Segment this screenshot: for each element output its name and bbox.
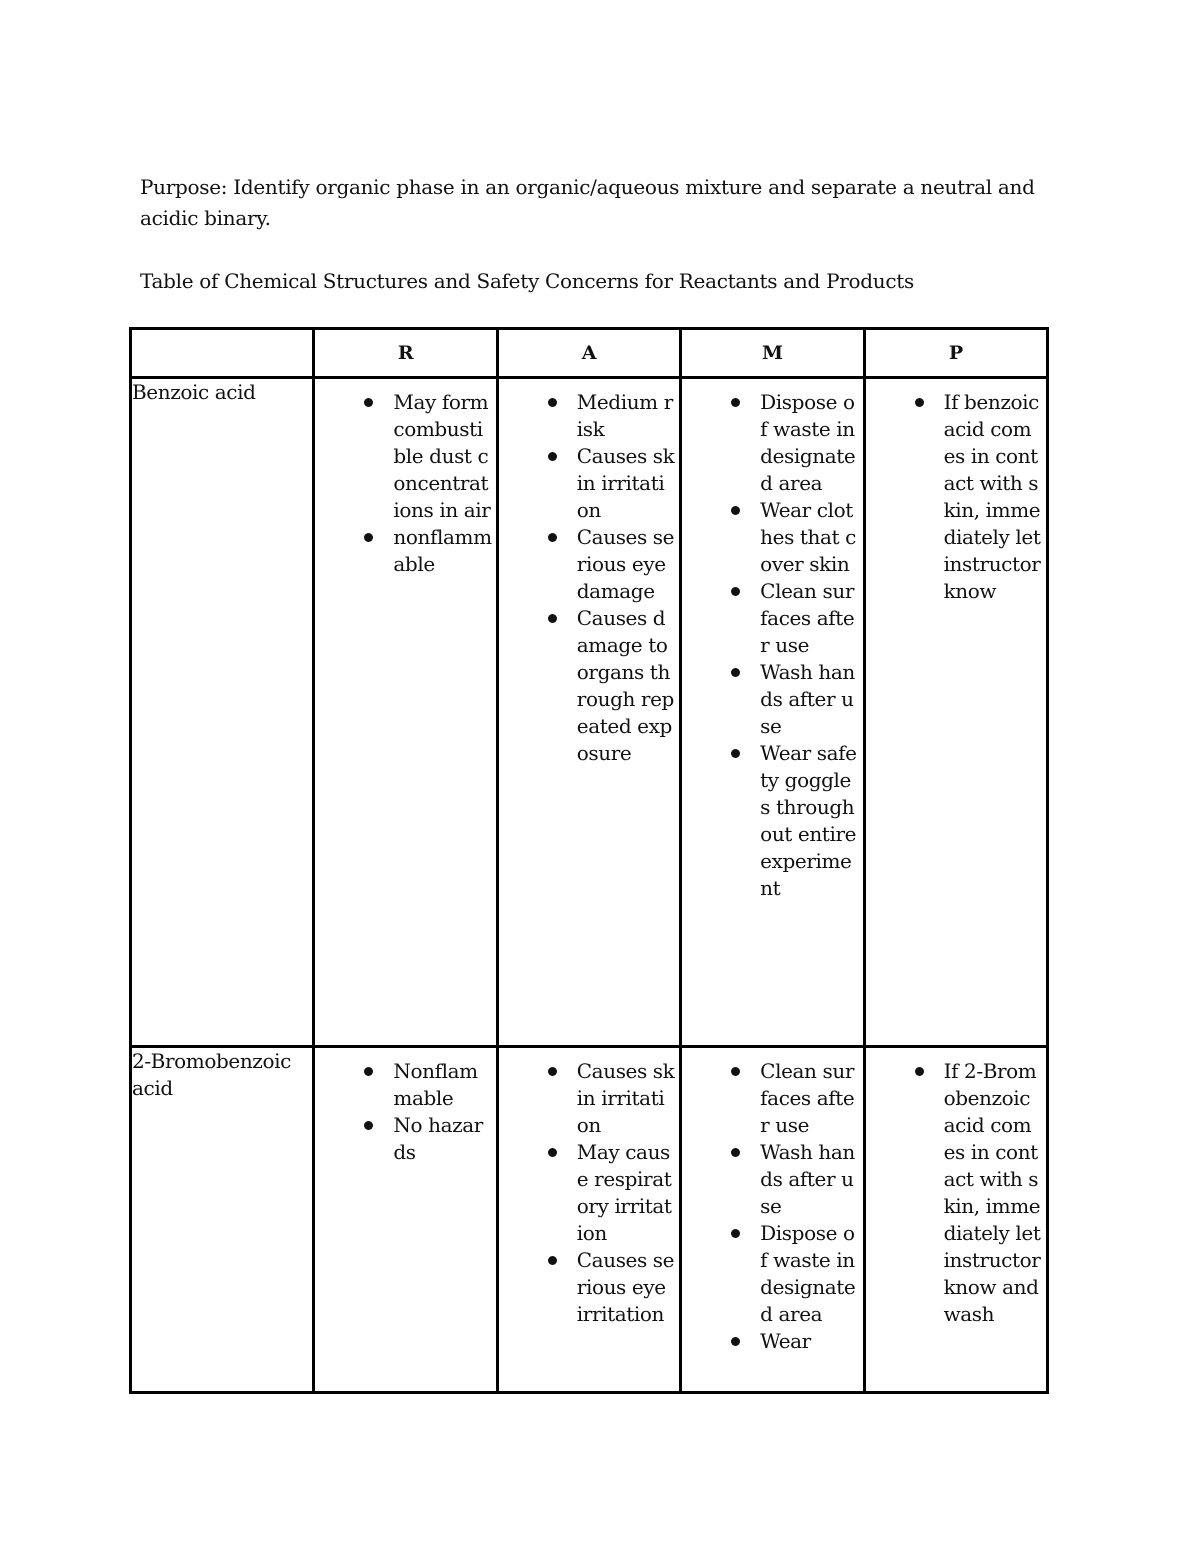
header-p: P <box>864 329 1047 378</box>
header-r: R <box>314 329 497 378</box>
header-a: A <box>497 329 680 378</box>
bullet-item: Causes damage to organs through repeated exposure <box>576 606 674 765</box>
bullet-item: May cause respiratory irritation <box>577 1139 675 1247</box>
table-row <box>131 378 1048 1047</box>
bullet-item: Medium risk <box>577 389 675 443</box>
bullet-item: Wear clothes that cover skin <box>760 497 858 578</box>
a-cell <box>497 1047 680 1393</box>
bullet-item: Dispose of waste in designated area <box>760 389 858 497</box>
chemical-name: Benzoic acid <box>131 378 314 1047</box>
bullet-list <box>682 389 862 902</box>
bullet-item: Causes serious eye damage <box>576 525 675 603</box>
bullet-item: Wear <box>760 1328 858 1355</box>
bullet-list <box>315 389 495 578</box>
p-cell <box>864 378 1047 1047</box>
bullet-list <box>499 1058 679 1328</box>
ramp-safety-table <box>129 327 1049 1394</box>
chemical-name: 2-Bromobenzoic acid <box>131 1047 314 1393</box>
bullet-list <box>866 389 1046 605</box>
m-cell <box>681 1047 864 1393</box>
bullet-item: If 2-Bromobenzoic acid comes in contact with skin, immediately let instructor know and wash <box>943 1059 1041 1326</box>
p-cell <box>864 1047 1047 1393</box>
bullet-item: No hazards <box>393 1112 491 1166</box>
purpose-text: Purpose: Identify organic phase in an organic/aqueous mixture and separate a neutral and acidic binary. <box>140 175 1035 230</box>
bullet-item: nonflammable <box>393 525 492 576</box>
bullet-list <box>682 1058 862 1355</box>
table-row <box>131 1047 1048 1393</box>
bullet-item: Wear safety goggles throughout entire experiment <box>760 741 857 900</box>
bullet-item: Dispose of waste in designated area <box>760 1220 858 1328</box>
bullet-item: If benzoic acid comes in contact with skin, immediately let instructor know <box>943 390 1041 603</box>
header-chemical <box>131 329 314 378</box>
header-m: M <box>681 329 864 378</box>
bullet-item: Clean surfaces after use <box>760 578 858 659</box>
table-title: Table of Chemical Structures and Safety Concerns for Reactants and Products <box>140 269 914 293</box>
a-cell <box>497 378 680 1047</box>
bullet-item: Causes serious eye irritation <box>576 1248 675 1326</box>
bullet-item: May form combustible dust concentrations in air <box>393 390 491 522</box>
bullet-list <box>866 1058 1046 1328</box>
table-header-row <box>131 329 1048 378</box>
bullet-item: Clean surfaces after use <box>760 1058 858 1139</box>
m-cell <box>681 378 864 1047</box>
r-cell <box>314 378 497 1047</box>
bullet-item: Wash hands after use <box>760 1139 858 1220</box>
bullet-item: Causes skin irritation <box>576 444 675 522</box>
bullet-list <box>315 1058 495 1166</box>
bullet-item: Causes skin irritation <box>576 1059 675 1137</box>
r-cell <box>314 1047 497 1393</box>
bullet-item: Nonflammable <box>393 1058 491 1112</box>
bullet-list <box>499 389 679 767</box>
bullet-item: Wash hands after use <box>760 659 858 740</box>
